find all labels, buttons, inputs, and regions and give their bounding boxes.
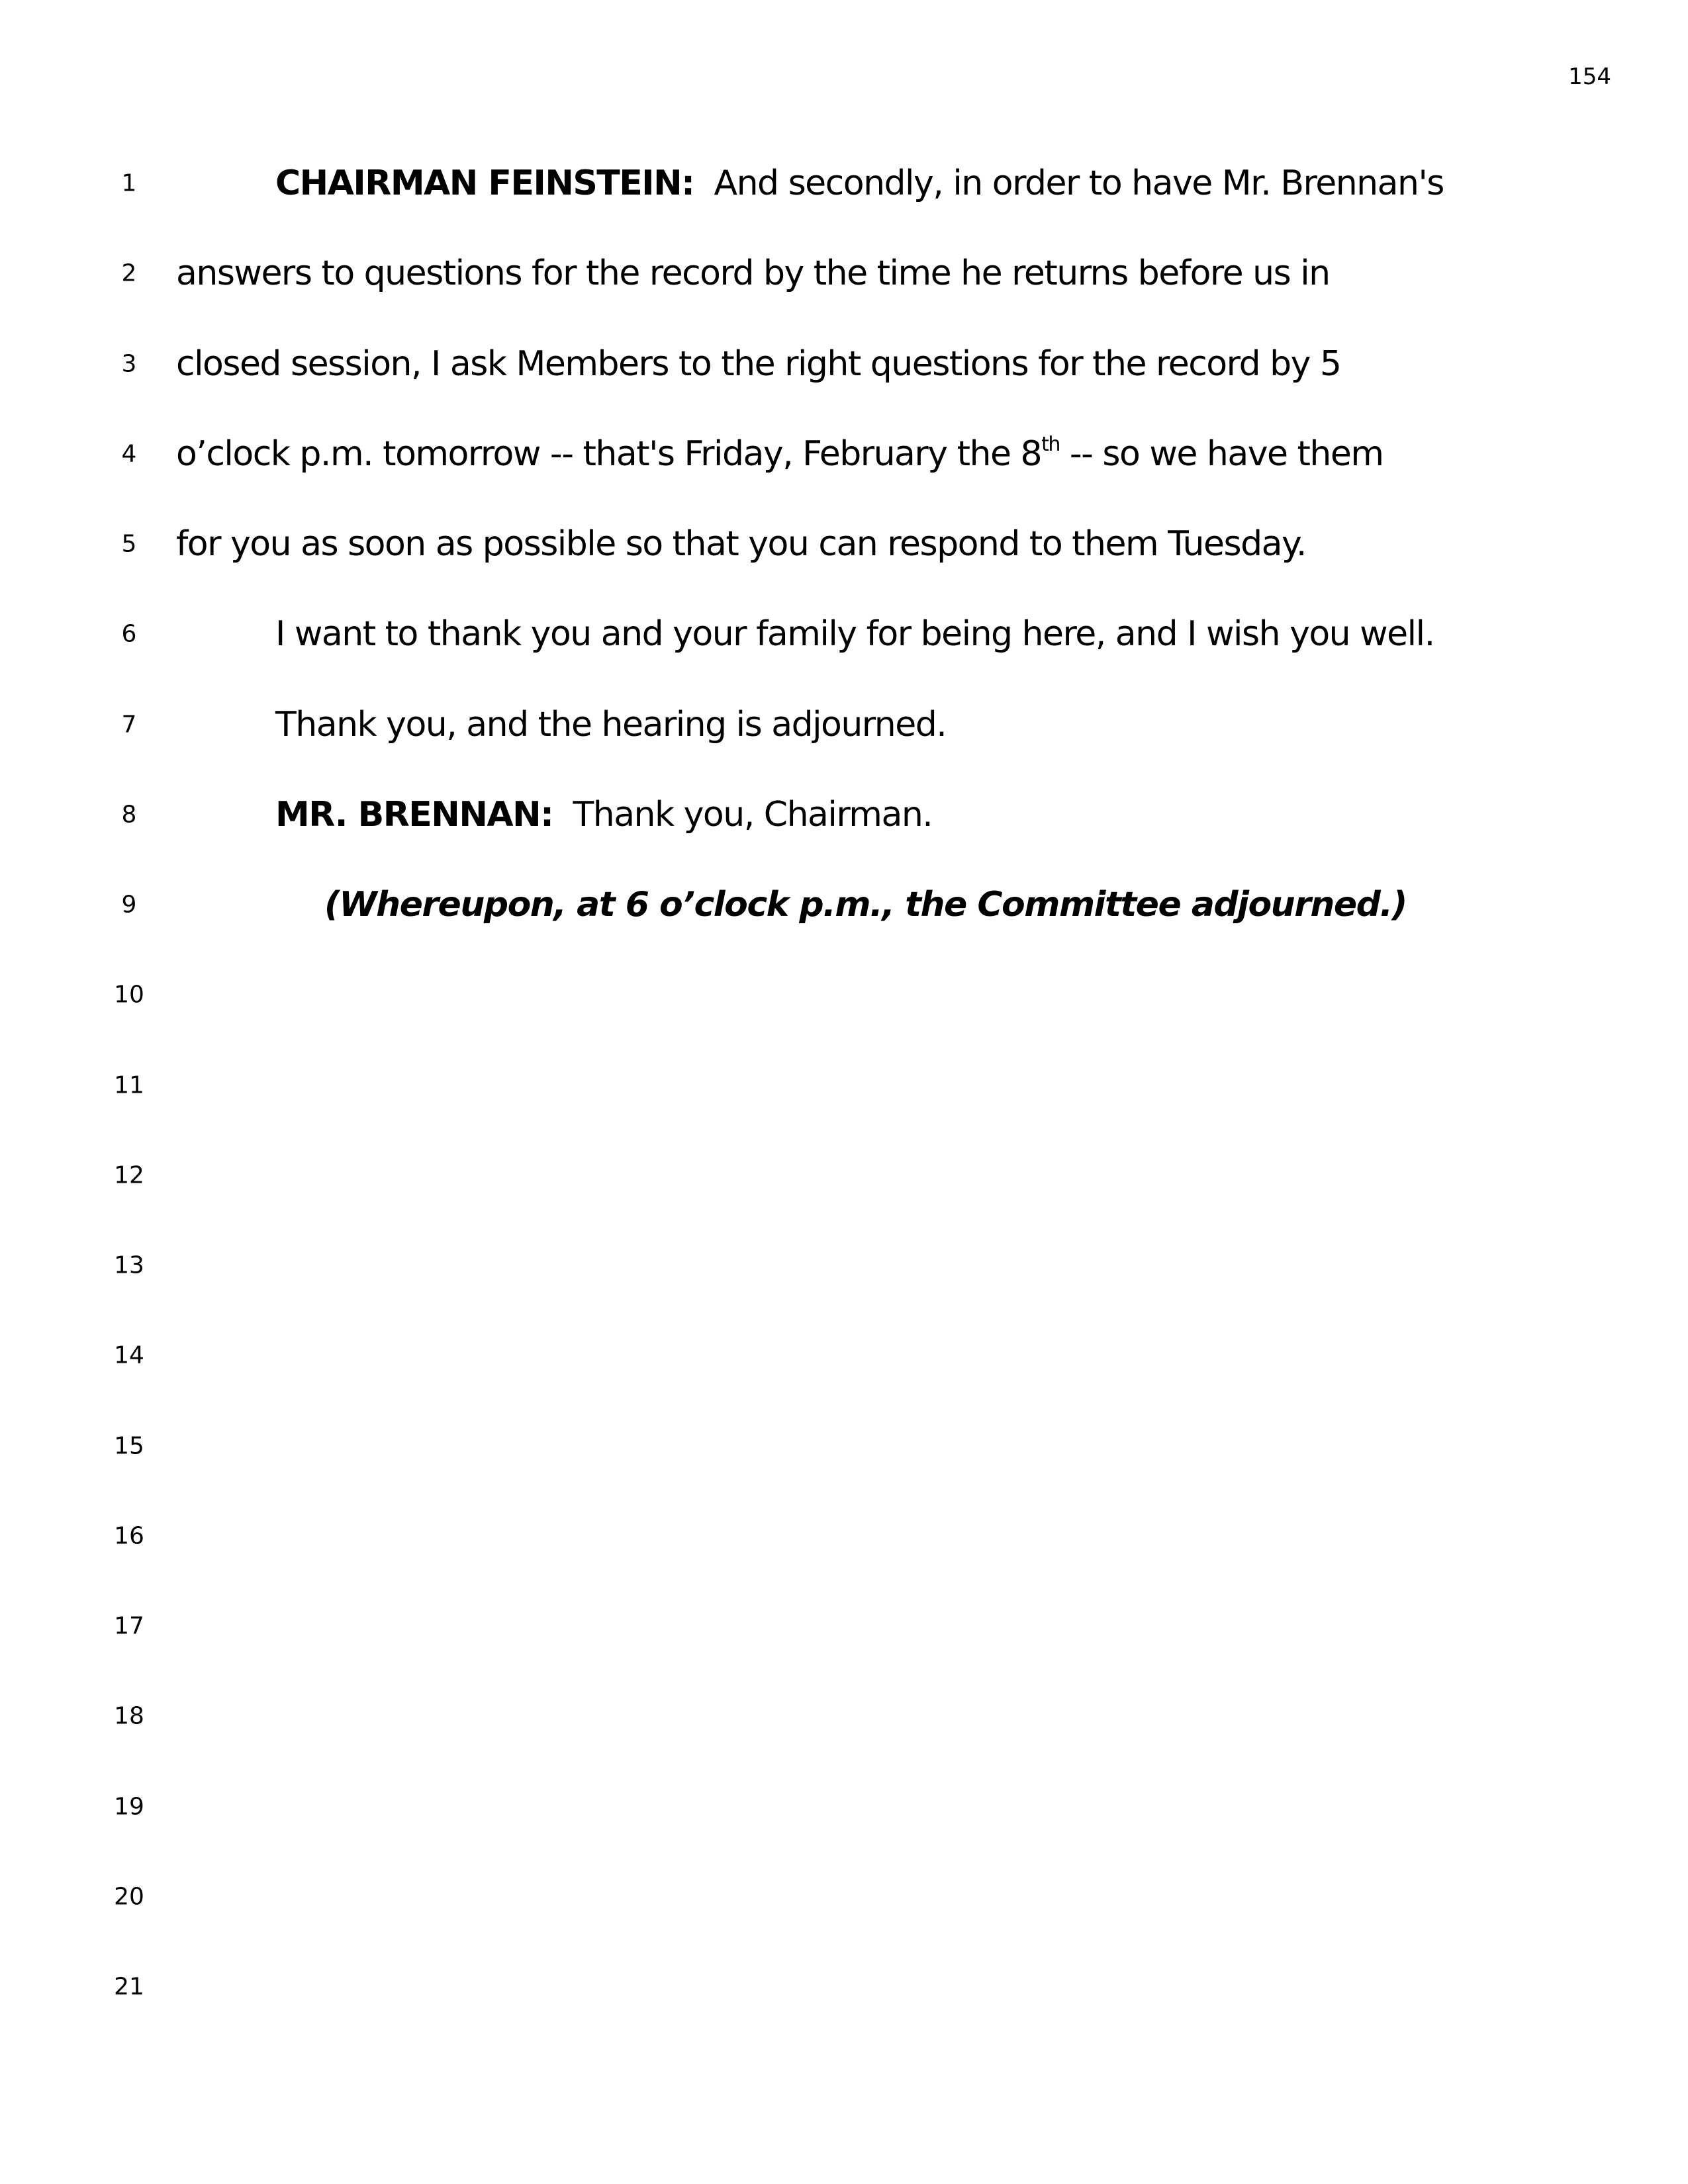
line-number: 18	[114, 1702, 144, 1730]
transcript-line	[0, 950, 1688, 1040]
line-number: 8	[121, 801, 137, 829]
line-text	[275, 614, 1434, 654]
transcript-line	[0, 1942, 1688, 2032]
line-number: 16	[114, 1522, 144, 1550]
transcript-line	[0, 1491, 1688, 1581]
line-number: 20	[114, 1883, 144, 1911]
line-number: 2	[121, 259, 137, 287]
line-text	[176, 253, 1330, 293]
speech-text: answers to questions for the record by the time he returns before us in	[176, 253, 1330, 294]
line-number: 1	[121, 169, 137, 197]
transcript-line	[0, 680, 1688, 770]
line-text	[275, 795, 932, 835]
transcript-line	[0, 860, 1688, 950]
line-number: 4	[121, 440, 137, 468]
line-number: 12	[114, 1161, 144, 1189]
transcript-line	[0, 499, 1688, 589]
ordinal-suffix: th	[1041, 432, 1060, 456]
transcript-line	[0, 1581, 1688, 1671]
line-number: 14	[114, 1342, 144, 1369]
line-text	[176, 434, 1383, 474]
transcript-line	[0, 1040, 1688, 1130]
transcript-line	[0, 319, 1688, 409]
line-number: 5	[121, 530, 137, 558]
transcript-line	[0, 1310, 1688, 1400]
line-number: 9	[121, 891, 137, 919]
line-text	[324, 885, 1407, 925]
line-text	[275, 163, 1444, 203]
line-number: 15	[114, 1432, 144, 1459]
speech-text: Thank you, Chairman.	[573, 794, 933, 835]
line-number: 17	[114, 1612, 144, 1640]
transcript-line	[0, 409, 1688, 499]
speech-text: -- so we have them	[1059, 433, 1383, 474]
speech-text: closed session, I ask Members to the right questions for the record by 5	[176, 343, 1341, 384]
line-number: 3	[121, 350, 137, 377]
speech-text: Thank you, and the hearing is adjourned.	[275, 704, 947, 745]
stage-direction: (Whereupon, at 6 o’clock p.m., the Committee adjourned.)	[324, 885, 1407, 925]
transcript-line	[0, 770, 1688, 860]
speech-text: for you as soon as possible so that you can respond to them Tuesday.	[176, 524, 1306, 564]
transcript-line	[0, 1671, 1688, 1761]
speech-text: And secondly, in order to have Mr. Brennan's	[714, 163, 1444, 203]
line-number: 10	[114, 981, 144, 1009]
transcript-line	[0, 228, 1688, 318]
line-number: 19	[114, 1793, 144, 1820]
speaker-name: MR. BRENNAN:	[275, 794, 553, 835]
line-number: 21	[114, 1973, 144, 2001]
speech-text: o’clock p.m. tomorrow -- that's Friday, February the 8	[176, 433, 1042, 474]
transcript-line	[0, 1220, 1688, 1310]
line-number: 7	[121, 711, 137, 738]
line-number: 6	[121, 620, 137, 648]
line-number: 11	[114, 1071, 144, 1099]
speech-text: I want to thank you and your family for being here, and I wish you well.	[275, 614, 1434, 655]
transcript-line	[0, 1130, 1688, 1220]
line-text	[275, 705, 946, 745]
line-text	[176, 524, 1306, 564]
transcript-line	[0, 138, 1688, 228]
line-text	[176, 344, 1341, 384]
transcript-line	[0, 589, 1688, 679]
transcript-line	[0, 1401, 1688, 1491]
transcript-line	[0, 1852, 1688, 1942]
speaker-name: CHAIRMAN FEINSTEIN:	[275, 163, 694, 203]
transcript-line	[0, 1762, 1688, 1852]
page-number: 154	[1568, 64, 1611, 90]
line-number: 13	[114, 1251, 144, 1279]
